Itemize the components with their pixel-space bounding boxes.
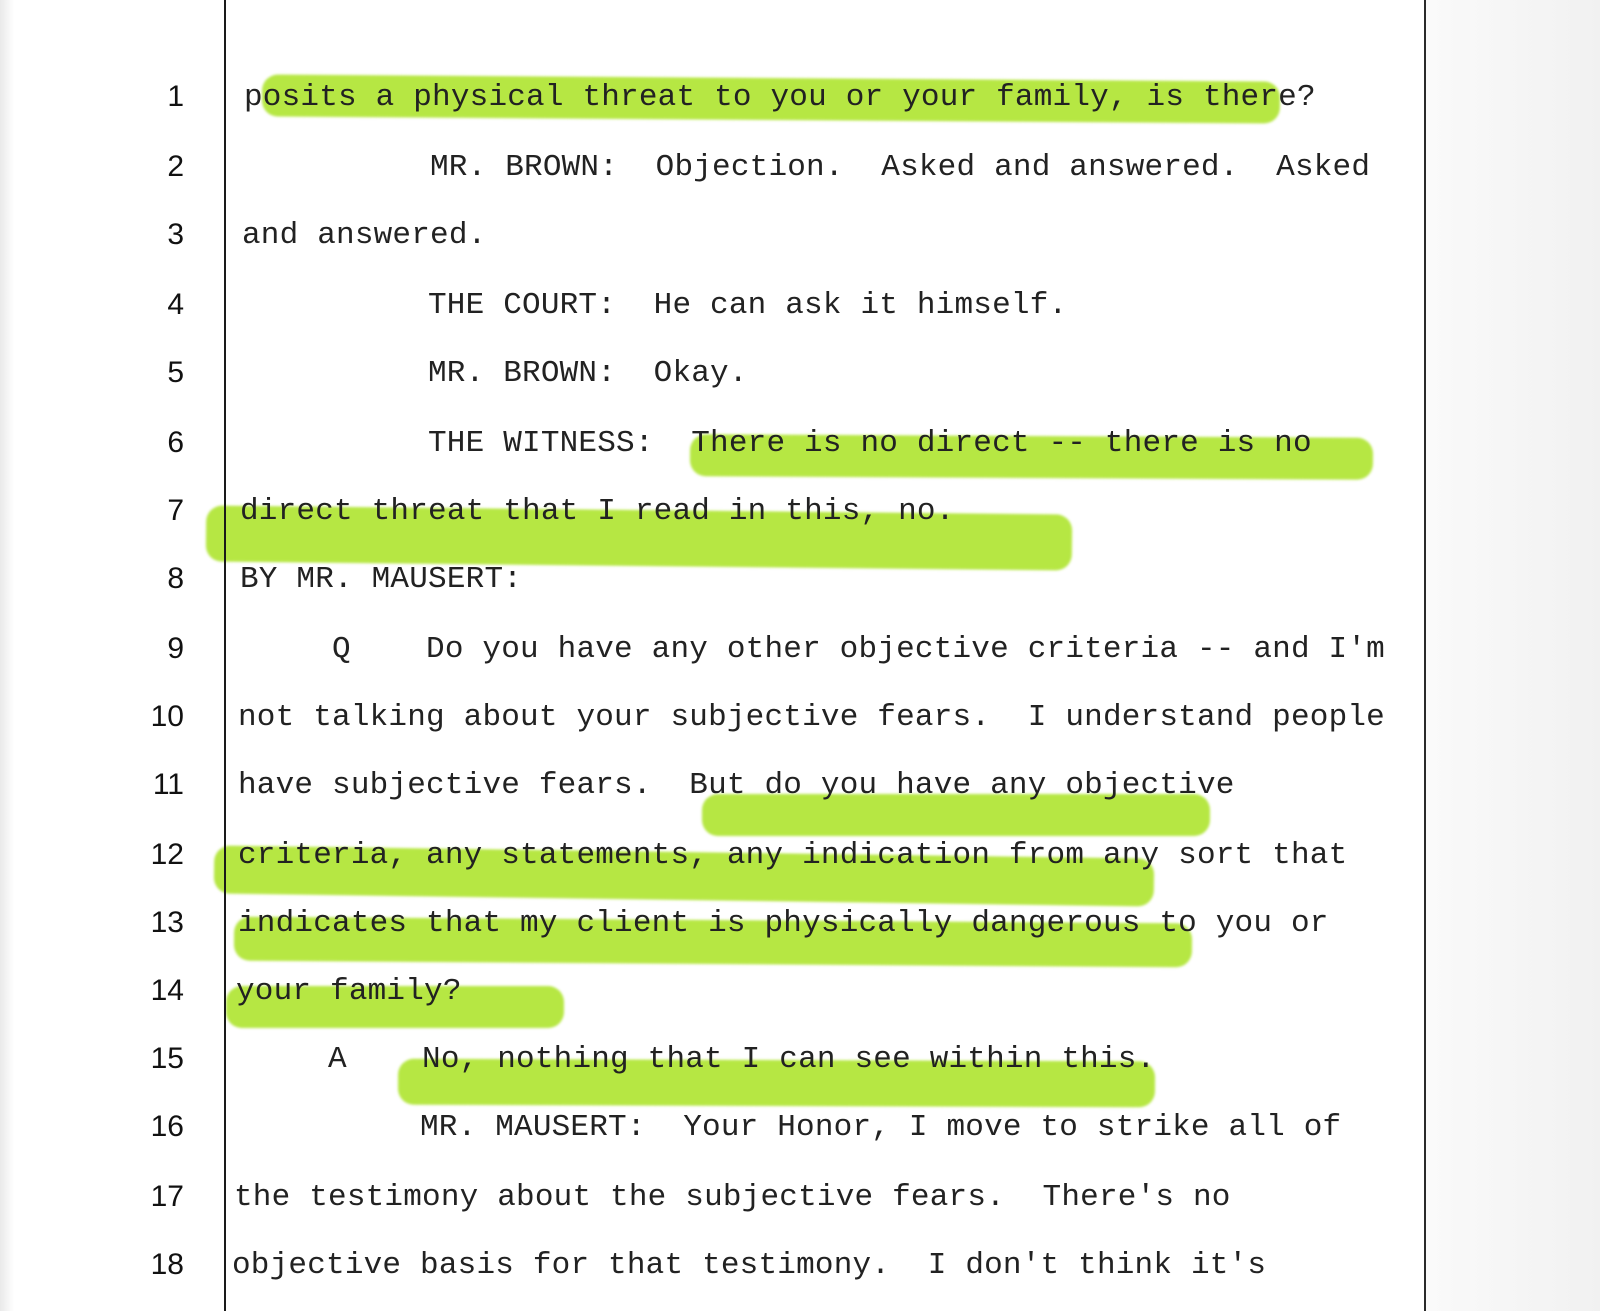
line-number: 11 xyxy=(152,768,184,801)
transcript-line xyxy=(0,560,1600,600)
transcript-line xyxy=(0,698,1600,738)
line-text: Q Do you have any other objective criteria -- and I'm xyxy=(332,632,1385,667)
transcript-line xyxy=(0,148,1600,188)
line-text: MR. BROWN: Okay. xyxy=(428,356,748,391)
transcript-line xyxy=(0,836,1600,876)
transcript-line xyxy=(0,1178,1600,1218)
transcript-line xyxy=(0,1108,1600,1148)
line-number: 17 xyxy=(150,1180,184,1213)
line-number: 5 xyxy=(167,356,184,389)
transcript-line xyxy=(0,1246,1600,1286)
line-text: MR. MAUSERT: Your Honor, I move to strike all of xyxy=(420,1110,1342,1145)
line-text: BY MR. MAUSERT: xyxy=(240,562,523,597)
transcript-line xyxy=(0,972,1600,1012)
line-number: 9 xyxy=(167,632,184,665)
line-number: 2 xyxy=(167,150,184,183)
line-text: THE WITNESS: There is no direct -- there is no xyxy=(428,426,1312,461)
line-number: 10 xyxy=(150,700,184,733)
line-number: 14 xyxy=(150,974,184,1007)
line-number: 6 xyxy=(167,426,184,459)
line-number: 12 xyxy=(150,838,184,871)
transcript-line xyxy=(0,354,1600,394)
line-text: objective basis for that testimony. I don't think it's xyxy=(232,1248,1267,1283)
line-number: 18 xyxy=(150,1248,184,1281)
transcript-line xyxy=(0,904,1600,944)
transcript-line xyxy=(0,766,1600,806)
transcript-line xyxy=(0,78,1600,118)
line-text: indicates that my client is physically dangerous to you or xyxy=(238,906,1329,941)
line-text: criteria, any statements, any indication from any sort that xyxy=(238,838,1348,873)
line-text: have subjective fears. But do you have any objective xyxy=(238,768,1235,803)
line-number: 1 xyxy=(167,80,184,113)
line-text: A No, nothing that I can see within this. xyxy=(328,1042,1156,1077)
line-text: posits a physical threat to you or your family, is there? xyxy=(244,80,1316,115)
line-text: your family? xyxy=(236,974,462,1009)
line-text: the testimony about the subjective fears. There's no xyxy=(234,1180,1231,1215)
line-number: 4 xyxy=(167,288,184,321)
transcript-line xyxy=(0,630,1600,670)
line-number: 16 xyxy=(150,1110,184,1143)
line-text: THE COURT: He can ask it himself. xyxy=(428,288,1068,323)
transcript-line xyxy=(0,424,1600,464)
line-number: 7 xyxy=(167,494,184,527)
transcript-line xyxy=(0,216,1600,256)
line-text: MR. BROWN: Objection. Asked and answered. Asked xyxy=(430,150,1371,185)
transcript-line xyxy=(0,286,1600,326)
line-number: 8 xyxy=(167,562,184,595)
line-text: and answered. xyxy=(242,218,487,253)
line-number: 13 xyxy=(150,906,184,939)
transcript-line xyxy=(0,492,1600,532)
transcript-line xyxy=(0,1040,1600,1080)
line-text: direct threat that I read in this, no. xyxy=(240,494,955,529)
line-text: not talking about your subjective fears. I understand people xyxy=(238,700,1385,735)
line-number: 15 xyxy=(150,1042,184,1075)
line-number: 3 xyxy=(167,218,184,251)
